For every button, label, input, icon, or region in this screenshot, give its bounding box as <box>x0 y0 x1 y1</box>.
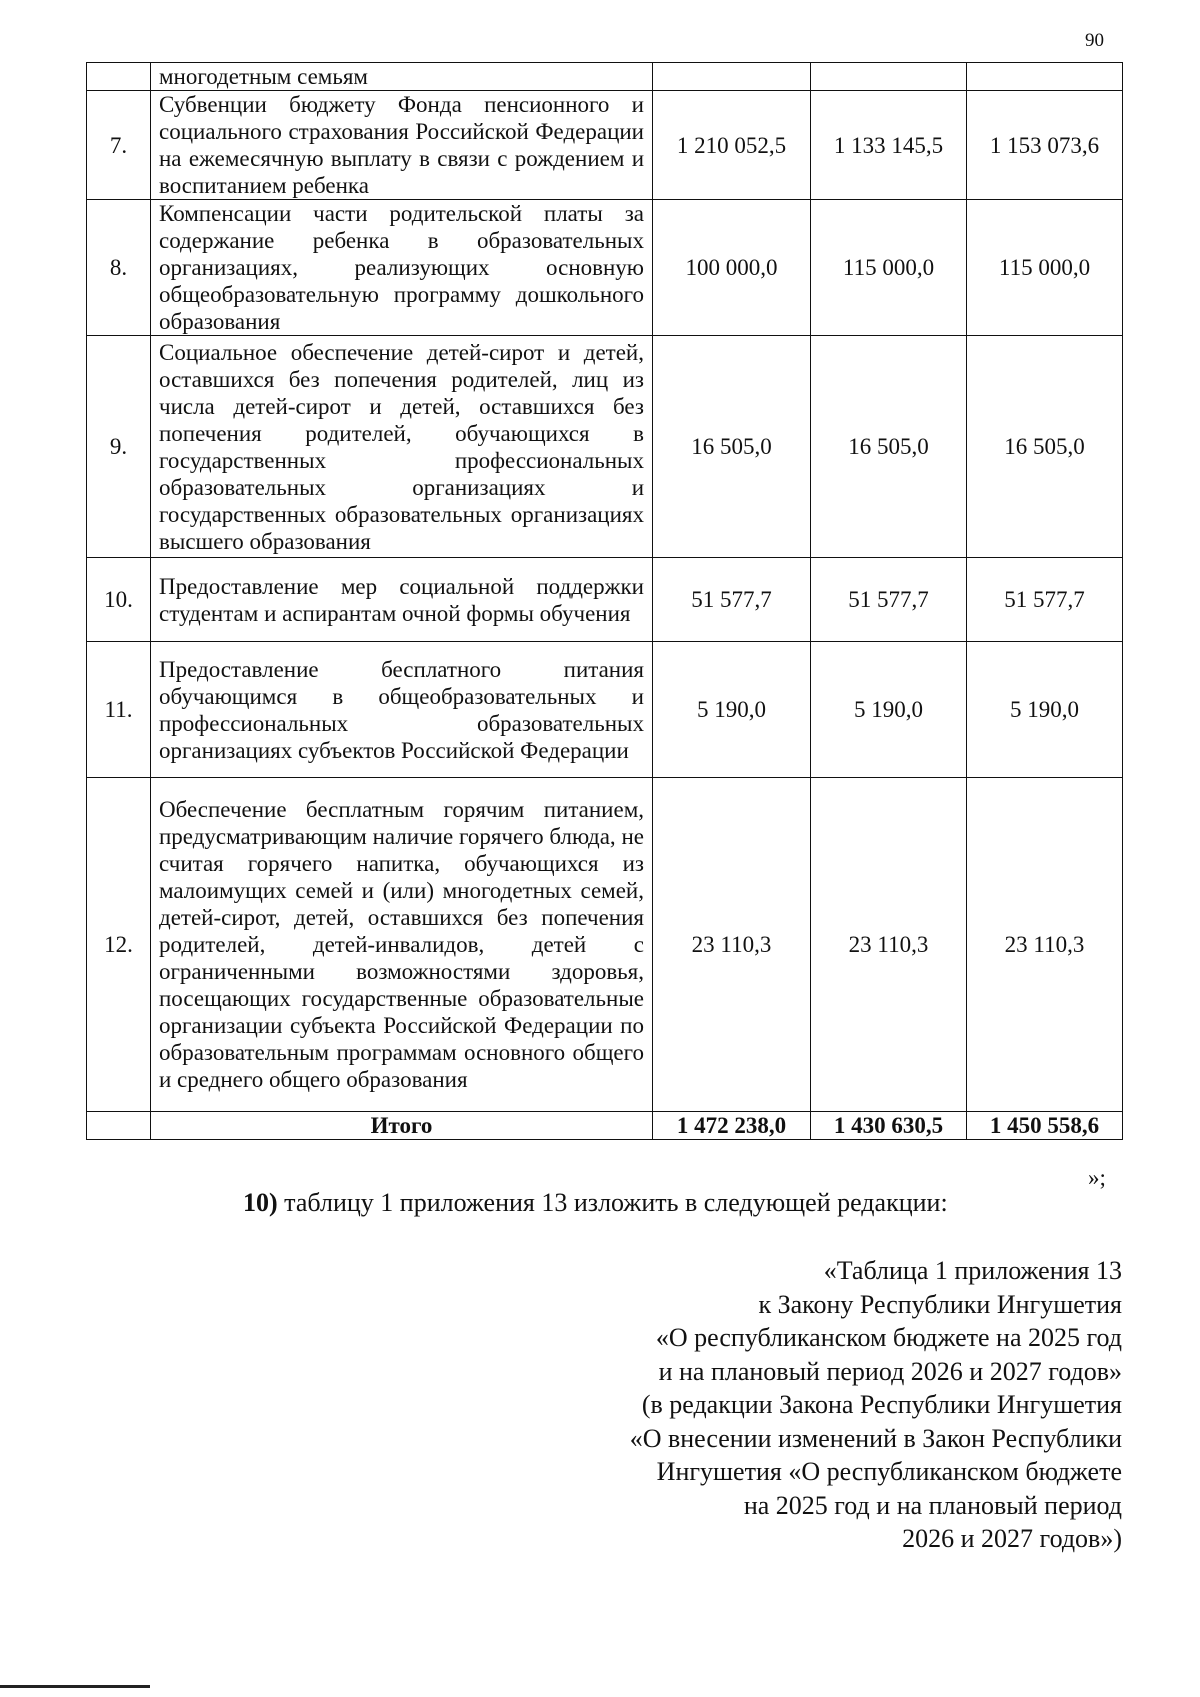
value-2026: 51 577,7 <box>811 558 967 642</box>
value-2025: 51 577,7 <box>653 558 811 642</box>
value-2027: 1 153 073,6 <box>967 91 1123 200</box>
table-row <box>87 200 1123 336</box>
total-label: Итого <box>151 1112 653 1140</box>
row-description: Компенсации части родительской платы за содержание ребенка в образовательных организациях, реализующих основную общеобразовательную программу дошкольного образования <box>151 200 653 336</box>
value-2027: 115 000,0 <box>967 200 1123 336</box>
row-number: 10. <box>87 558 151 642</box>
value-2025: 16 505,0 <box>653 336 811 558</box>
value-2025: 23 110,3 <box>653 778 811 1112</box>
row-description: многодетным семьям <box>151 63 653 91</box>
value-2026 <box>811 63 967 91</box>
value-2026: 115 000,0 <box>811 200 967 336</box>
reference-line: и на плановый период 2026 и 2027 годов» <box>658 1356 1122 1386</box>
table-reference-block <box>630 1254 1122 1556</box>
scan-edge-line <box>0 1685 150 1688</box>
row-number: 11. <box>87 642 151 778</box>
row-description: Социальное обеспечение детей-сирот и детей, оставшихся без попечения родителей, лиц из числа детей-сирот и детей, оставшихся без попечения родителей, обучающихся в государственных профессиональных образовательных организациях и государственных образовательных организациях высшего образования <box>151 336 653 558</box>
row-description: Предоставление мер социальной поддержки студентам и аспирантам очной формы обучения <box>151 558 653 642</box>
total-number-cell <box>87 1112 151 1140</box>
table-row-continuation <box>87 63 1123 91</box>
row-description: Субвенции бюджету Фонда пенсионного и социального страхования Российской Федерации на ежемесячную выплату в связи с рождением и воспитанием ребенка <box>151 91 653 200</box>
value-2027: 5 190,0 <box>967 642 1123 778</box>
reference-line: «Таблица 1 приложения 13 <box>823 1256 1122 1285</box>
value-2026: 23 110,3 <box>811 778 967 1112</box>
reference-line: к Закону Республики Ингушетия <box>758 1289 1122 1319</box>
row-description: Обеспечение бесплатным горячим питанием, предусматривающим наличие горячего блюда, не считая горячего напитка, обучающихся из малоимущих семей и (или) многодетных семей, детей-сирот, детей, оставшихся без попечения родителей, детей-инвалидов, детей с ограниченными возможностями здоровья, посещающих государственные образовательные организации субъекта Российской Федерации по образовательным программам основного общего и среднего общего образования <box>151 778 653 1112</box>
row-number: 8. <box>87 200 151 336</box>
value-2025: 100 000,0 <box>653 200 811 336</box>
row-description: Предоставление бесплатного питания обучающимся в общеобразовательных и профессиональных образовательных организациях субъектов Российской Федерации <box>151 642 653 778</box>
row-number <box>87 63 151 91</box>
value-2025: 5 190,0 <box>653 642 811 778</box>
amendment-paragraph <box>243 1188 948 1218</box>
table-row <box>87 336 1123 558</box>
page-number: 90 <box>1085 30 1104 51</box>
value-2026: 1 133 145,5 <box>811 91 967 200</box>
reference-line: 2026 и 2027 годов») <box>902 1524 1122 1553</box>
table-row <box>87 642 1123 778</box>
value-2027 <box>967 63 1123 91</box>
amendment-number: 10) <box>243 1188 278 1217</box>
table-row <box>87 91 1123 200</box>
total-2025: 1 472 238,0 <box>653 1112 811 1140</box>
reference-line: «О республиканском бюджете на 2025 год <box>655 1323 1122 1352</box>
closing-quote: »; <box>1088 1165 1106 1190</box>
table-total-row <box>87 1112 1123 1140</box>
reference-line: на 2025 год и на плановый период <box>743 1490 1122 1520</box>
value-2025 <box>653 63 811 91</box>
table-row <box>87 558 1123 642</box>
value-2026: 5 190,0 <box>811 642 967 778</box>
value-2027: 51 577,7 <box>967 558 1123 642</box>
total-2027: 1 450 558,6 <box>967 1112 1123 1140</box>
value-2027: 16 505,0 <box>967 336 1123 558</box>
row-number: 12. <box>87 778 151 1112</box>
value-2025: 1 210 052,5 <box>653 91 811 200</box>
row-number: 7. <box>87 91 151 200</box>
reference-line: Ингушетия «О республиканском бюджете <box>656 1457 1122 1486</box>
table-row <box>87 778 1123 1112</box>
reference-line: (в редакции Закона Республики Ингушетия <box>641 1390 1122 1419</box>
reference-line: «О внесении изменений в Закон Республики <box>629 1423 1122 1453</box>
budget-table <box>86 62 1123 1140</box>
total-2026: 1 430 630,5 <box>811 1112 967 1140</box>
value-2026: 16 505,0 <box>811 336 967 558</box>
amendment-text: таблицу 1 приложения 13 изложить в следующей редакции: <box>277 1188 948 1217</box>
value-2027: 23 110,3 <box>967 778 1123 1112</box>
row-number: 9. <box>87 336 151 558</box>
